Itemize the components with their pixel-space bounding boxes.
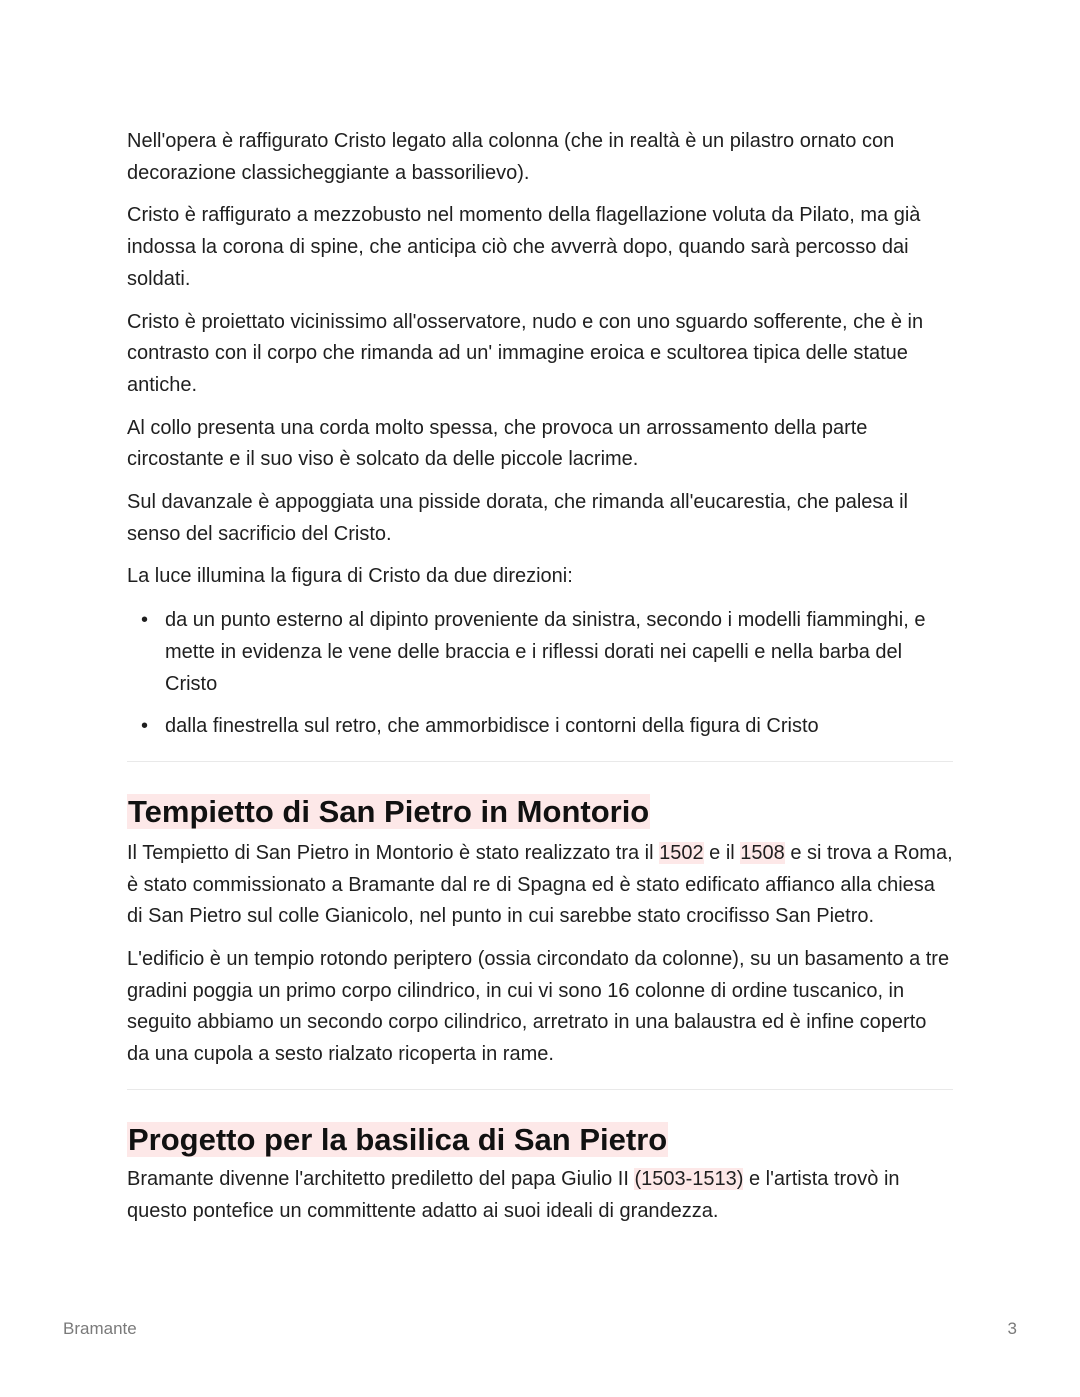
paragraph: Nell'opera è raffigurato Cristo legato alla colonna (che in realtà è un pilastro ornato con decorazione classicheggiante a bassorilievo). bbox=[127, 130, 895, 184]
list-item-text: da un punto esterno al dipinto proveniente da sinistra, secondo i modelli fiamminghi, e mette in evidenza le vene delle braccia e i riflessi dorati nei capelli e nella barba del Cristo bbox=[165, 609, 926, 695]
highlighted-years: (1503-1513) bbox=[634, 1167, 744, 1190]
text-run: e si trova a Roma, è stato commissionato a Bramante dal re di Spagna ed è stato edificato affianco alla chiesa di San Pietro sul colle Gianicolo, nel punto in cui sarebbe stato crocifisso San Pietro. bbox=[127, 841, 953, 928]
paragraph: Al collo presenta una corda molto spessa, che provoca un arrossamento della parte circostante e il suo viso è solcato da delle piccole lacrime. bbox=[127, 416, 868, 471]
bullet-icon: • bbox=[141, 609, 149, 632]
heading-text: Progetto per la basilica di San Pietro bbox=[128, 1121, 668, 1157]
paragraph: Sul davanzale è appoggiata una pisside dorata, che rimanda all'eucarestia, che palesa il senso del sacrificio del Cristo. bbox=[127, 491, 908, 545]
section-divider bbox=[127, 761, 953, 762]
bullet-icon: • bbox=[141, 715, 149, 738]
list-item bbox=[141, 711, 953, 743]
footer-document-title: Bramante bbox=[63, 1319, 137, 1338]
text-run: Il Tempietto di San Pietro in Montorio è stato realizzato tra il bbox=[127, 841, 660, 864]
bullet-list bbox=[127, 605, 953, 743]
document-body bbox=[127, 126, 953, 1238]
section-heading-tempietto bbox=[127, 792, 953, 832]
list-item bbox=[141, 605, 953, 700]
paragraph: Cristo è raffigurato a mezzobusto nel momento della flagellazione voluta da Pilato, ma già indossa la corona di spine, che anticipa ciò che avverrà dopo, quando sarà percosso dai soldati. bbox=[127, 204, 921, 290]
text-run: e l'artista trovò in questo pontefice un committente adatto ai suoi ideali di grandezza. bbox=[127, 1167, 900, 1222]
text-run: e il bbox=[703, 841, 741, 864]
highlighted-year: 1502 bbox=[659, 841, 704, 864]
list-item-text: dalla finestrella sul retro, che ammorbidisce i contorni della figura di Cristo bbox=[165, 715, 819, 738]
paragraph: La luce illumina la figura di Cristo da due direzioni: bbox=[127, 565, 573, 588]
paragraph bbox=[127, 1164, 953, 1227]
section-heading-basilica bbox=[127, 1120, 953, 1160]
text-run: Bramante divenne l'architetto prediletto del papa Giulio II bbox=[127, 1167, 635, 1190]
paragraph: Cristo è proiettato vicinissimo all'osservatore, nudo e con uno sguardo sofferente, che è in contrasto con il corpo che rimanda ad un' immagine eroica e scultorea tipica delle statue antiche. bbox=[127, 310, 924, 396]
paragraph bbox=[127, 838, 953, 933]
highlighted-year: 1508 bbox=[740, 841, 785, 864]
footer-page-number: 3 bbox=[1007, 1319, 1017, 1338]
paragraph: L'edificio è un tempio rotondo periptero (ossia circondato da colonne), su un basamento a tre gradini poggia un primo corpo cilindrico, in cui vi sono 16 colonne di ordine tuscanico, in seguito abbiamo un secondo corpo cilindrico, arretrato in una balaustra ed è infine coperto da una cupola a sesto rialzato ricoperta in rame. bbox=[127, 948, 950, 1066]
section-divider bbox=[127, 1089, 953, 1090]
heading-text: Tempietto di San Pietro in Montorio bbox=[128, 793, 650, 829]
